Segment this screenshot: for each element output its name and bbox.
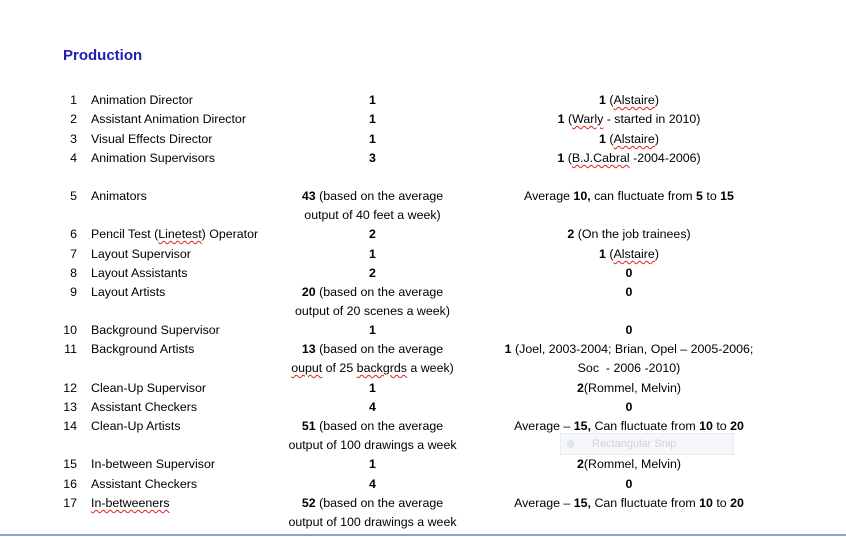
row-number: 2 bbox=[70, 112, 77, 126]
row-staff: 1 (Alstaire) bbox=[599, 132, 659, 146]
row-count: 43 (based on the average output of 40 feet a week) bbox=[301, 189, 444, 222]
row-staff: 1 (Warly - started in 2010) bbox=[557, 112, 701, 126]
row-number: 16 bbox=[63, 477, 77, 491]
row-count: 52 (based on the average output of 100 drawings a week bbox=[288, 496, 457, 529]
row-count: 1 bbox=[369, 381, 376, 395]
row-title: Layout Supervisor bbox=[91, 247, 191, 261]
row-staff: Average – 15, Can fluctuate from 10 to 20 bbox=[514, 496, 744, 510]
row-title: Background Supervisor bbox=[91, 323, 220, 337]
row-staff: Average 10, can fluctuate from 5 to 15 bbox=[524, 189, 734, 203]
row-title: In-betweeners bbox=[91, 496, 170, 510]
bottom-border bbox=[0, 534, 846, 536]
row-staff: 2 (On the job trainees) bbox=[567, 227, 691, 241]
row-number: 17 bbox=[63, 496, 77, 510]
row-count: 1 bbox=[369, 132, 376, 146]
row-staff: 2(Rommel, Melvin) bbox=[577, 381, 681, 395]
row-number: 1 bbox=[70, 93, 77, 107]
row-staff: 0 bbox=[625, 477, 633, 491]
row-number: 12 bbox=[63, 381, 77, 395]
row-number: 8 bbox=[70, 266, 77, 280]
row-count: 4 bbox=[369, 400, 376, 414]
row-title: Animators bbox=[91, 189, 147, 203]
section-heading: Production bbox=[63, 47, 143, 64]
row-title: Assistant Animation Director bbox=[91, 112, 246, 126]
row-count: 51 (based on the average output of 100 drawings a week bbox=[288, 419, 457, 452]
row-title: Assistant Checkers bbox=[91, 400, 198, 414]
row-staff: 0 bbox=[625, 400, 633, 414]
row-number: 6 bbox=[70, 227, 77, 241]
row-number: 13 bbox=[63, 400, 77, 414]
row-number: 14 bbox=[63, 419, 77, 433]
row-staff: 0 bbox=[625, 323, 633, 337]
row-number: 3 bbox=[70, 132, 77, 146]
rectangular-snip-overlay[interactable] bbox=[560, 433, 734, 455]
snip-dot-icon bbox=[567, 440, 575, 448]
row-title: Animation Supervisors bbox=[91, 151, 215, 165]
row-title: Layout Assistants bbox=[91, 266, 188, 280]
row-staff: 2(Rommel, Melvin) bbox=[577, 457, 681, 471]
row-count: 13 (based on the average ouput of 25 backgrds a week) bbox=[291, 342, 454, 375]
row-count: 2 bbox=[369, 227, 376, 241]
row-count: 1 bbox=[369, 93, 376, 107]
row-count: 1 bbox=[369, 247, 376, 261]
row-count: 2 bbox=[369, 266, 376, 280]
row-number: 7 bbox=[70, 247, 77, 261]
row-count: 1 bbox=[369, 112, 376, 126]
row-number: 5 bbox=[70, 189, 77, 203]
row-title: In-between Supervisor bbox=[91, 457, 215, 471]
row-staff: 1 (Alstaire) bbox=[599, 247, 659, 261]
row-number: 15 bbox=[63, 457, 77, 471]
row-staff: 0 bbox=[625, 266, 633, 280]
row-title: Visual Effects Director bbox=[91, 132, 213, 146]
row-staff: Average – 15, Can fluctuate from 10 to 20 bbox=[514, 419, 744, 433]
row-number: 11 bbox=[64, 342, 77, 356]
row-staff: 0 bbox=[625, 285, 633, 299]
row-count: 20 (based on the average output of 20 scenes a week) bbox=[295, 285, 450, 318]
row-title: Layout Artists bbox=[91, 285, 166, 299]
row-count: 1 bbox=[369, 323, 376, 337]
row-count: 4 bbox=[369, 477, 376, 491]
row-count: 1 bbox=[369, 457, 376, 471]
row-title: Background Artists bbox=[91, 342, 195, 356]
row-staff: 1 (Alstaire) bbox=[599, 93, 659, 107]
row-title: Animation Director bbox=[91, 93, 193, 107]
row-number: 4 bbox=[70, 151, 77, 165]
row-count: 3 bbox=[369, 151, 376, 165]
row-number: 10 bbox=[63, 323, 77, 337]
row-staff: 1 (Joel, 2003-2004; Brian, Opel – 2005-2006; Soc - 2006 -2010) bbox=[504, 342, 754, 375]
snip-label: Rectangular Snip bbox=[592, 438, 677, 450]
row-number: 9 bbox=[70, 285, 77, 299]
row-staff: 1 (B.J.Cabral -2004-2006) bbox=[557, 151, 701, 165]
row-title: Clean-Up Supervisor bbox=[91, 381, 207, 395]
row-title: Pencil Test (Linetest) Operator bbox=[91, 227, 259, 241]
row-title: Assistant Checkers bbox=[91, 477, 198, 491]
row-title: Clean-Up Artists bbox=[91, 419, 181, 433]
